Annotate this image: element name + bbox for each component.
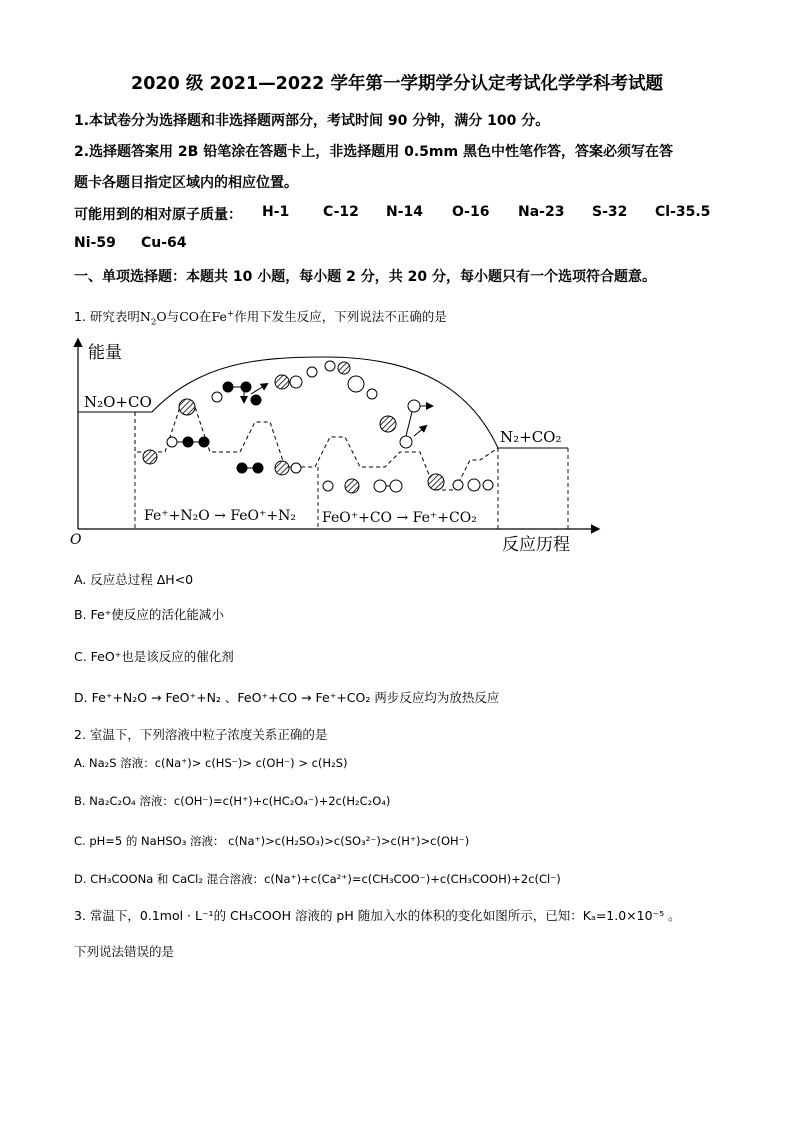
q3-stem: 3. 常温下，0.1mol · L⁻¹的 CH₃COOH 溶液的 pH 随加入水的体积的变化如图所示，已知：Kₐ=1.0×10⁻⁵ 。 bbox=[74, 908, 681, 923]
product-label: N₂+CO₂ bbox=[500, 428, 562, 446]
note-2: 2.选择题答案用 2B 铅笔涂在答题卡上，非选择题用 0.5mm 黑色中性笔作答，答案必须写在答 bbox=[74, 144, 673, 160]
mass-h: H-1 bbox=[262, 204, 290, 220]
q1-option-d: D. Fe⁺+N₂O → FeO⁺+N₂ 、FeO⁺+CO → Fe⁺+CO₂ 两步反应均为放热反应 bbox=[74, 690, 500, 705]
q1-option-c: C. FeO⁺也是该反应的催化剂 bbox=[74, 649, 234, 664]
q2-option-d: D. CH₃COONa 和 CaCl₂ 混合溶液：c(Na⁺)+c(Ca²⁺)=c(CH₃COO⁻)+c(CH₃COOH)+2c(Cl⁻) bbox=[74, 872, 561, 886]
molecule-set-2 bbox=[179, 382, 267, 415]
q3-stem-cont: 下列说法错误的是 bbox=[74, 944, 175, 959]
q1-stem: 1. 研究表明$N_2O$与CO在Fe+作用下发生反应，下列说法不正确的是 bbox=[74, 308, 447, 328]
step1-equation: Fe⁺+N₂O → FeO⁺+N₂ bbox=[144, 508, 297, 524]
note-2-cont: 题卡各题目指定区域内的相应位置。 bbox=[74, 175, 298, 191]
q1-option-a: A. 反应总过程 ΔH<0 bbox=[74, 572, 194, 587]
q2-option-a: A. Na₂S 溶液：c(Na⁺)> c(HS⁻)> c(OH⁻) > c(H₂S) bbox=[74, 756, 348, 770]
catalyzed-curve bbox=[135, 407, 498, 490]
note-1: 1.本试卷分为选择题和非选择题两部分，考试时间 90 分钟，满分 100 分。 bbox=[74, 113, 550, 129]
mass-cl: Cl-35.5 bbox=[655, 204, 711, 220]
section-heading: 一、单项选择题：本题共 10 小题，每小题 2 分，共 20 分，每小题只有一个选项符合题意。 bbox=[74, 269, 656, 285]
mass-n: N-14 bbox=[386, 204, 424, 220]
molecule-set-5 bbox=[323, 479, 402, 493]
mass-c: C-12 bbox=[323, 204, 359, 220]
mass-ni: Ni-59 bbox=[74, 235, 116, 251]
molecule-set-7 bbox=[428, 474, 493, 491]
q2-option-c: C. pH=5 的 NaHSO₃ 溶液： c(Na⁺)>c(H₂SO₃)>c(SO₃²⁻)>c(H⁺)>c(OH⁻) bbox=[74, 834, 470, 848]
mass-na: Na-23 bbox=[518, 204, 565, 220]
atomic-mass-label: 可能用到的相对原子质量： bbox=[74, 207, 242, 223]
origin-label: O bbox=[70, 532, 82, 548]
page-title: 2020 级 2021—2022 学年第一学期学分认定考试化学学科考试题 bbox=[131, 74, 663, 94]
q2-option-b: B. Na₂C₂O₄ 溶液：c(OH⁻)=c(H⁺)+c(HC₂O₄⁻)+2c(H₂C₂O₄) bbox=[74, 794, 391, 808]
x-axis-label: 反应历程 bbox=[502, 535, 570, 555]
q1-option-b: B. Fe⁺使反应的活化能减小 bbox=[74, 607, 224, 622]
mass-o: O-16 bbox=[452, 204, 490, 220]
step2-equation: FeO⁺+CO → Fe⁺+CO₂ bbox=[322, 510, 477, 526]
y-axis-label: 能量 bbox=[88, 343, 122, 363]
mass-s: S-32 bbox=[592, 204, 628, 220]
q2-stem: 2. 室温下，下列溶液中粒子浓度关系正确的是 bbox=[74, 727, 328, 742]
energy-diagram bbox=[60, 332, 620, 562]
reactant-label: N₂O+CO bbox=[84, 393, 152, 411]
mass-cu: Cu-64 bbox=[141, 235, 187, 251]
molecule-set-6 bbox=[380, 400, 432, 448]
molecule-set-4 bbox=[237, 461, 301, 475]
molecule-set-1 bbox=[143, 437, 209, 464]
molecule-set-3 bbox=[275, 361, 377, 399]
